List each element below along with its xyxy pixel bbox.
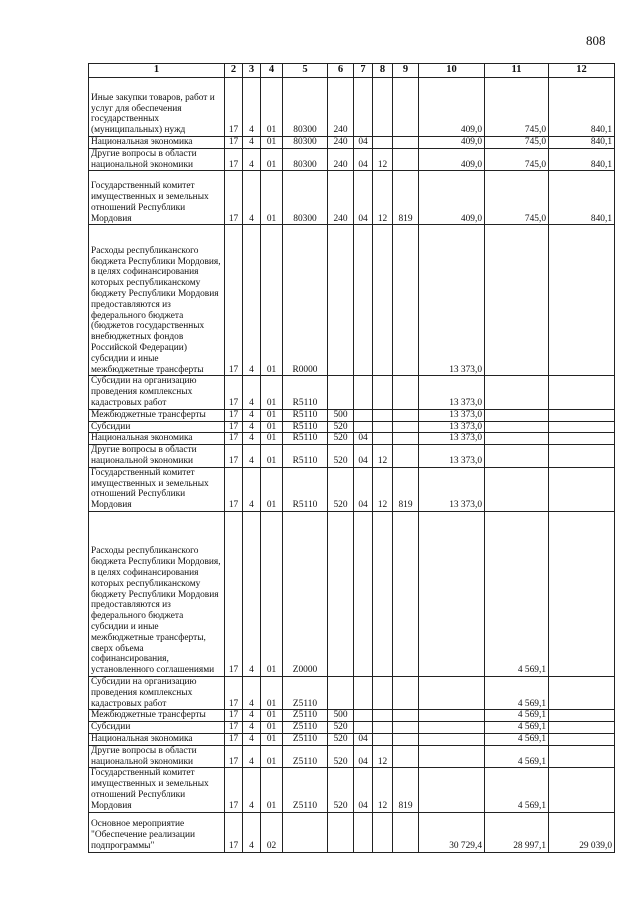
table-cell: 13 373,0 [419,409,485,421]
column-header-6: 6 [328,64,354,78]
table-cell: 02 [261,812,283,852]
table-cell: 4 [243,445,261,468]
table-cell [549,745,615,768]
table-cell: 01 [261,676,283,709]
table-cell: 17 [225,171,243,225]
table-cell: R5110 [283,467,328,511]
table-cell: 4 [243,409,261,421]
table-cell [373,722,393,734]
table-cell [549,768,615,812]
table-cell: R5110 [283,421,328,433]
table-cell [393,376,419,409]
table-cell [328,511,354,676]
table-cell [393,78,419,137]
table-cell [328,225,354,376]
table-cell: 520 [328,768,354,812]
table-cell: 520 [328,467,354,511]
row-name-cell: Субсидии [89,421,225,433]
table-cell: 745,0 [485,137,549,149]
table-cell: 240 [328,148,354,171]
table-cell: 13 373,0 [419,376,485,409]
table-row [89,812,615,852]
table-cell: 04 [354,148,373,171]
table-cell [419,745,485,768]
table-cell: 01 [261,467,283,511]
table-cell: 13 373,0 [419,421,485,433]
table-cell: 745,0 [485,78,549,137]
row-name-cell: Иные закупки товаров, работ и услуг для обеспечения государственных (муниципальных) нужд [89,78,225,137]
table-cell: 04 [354,467,373,511]
table-cell: 01 [261,768,283,812]
table-cell [354,812,373,852]
table-cell [393,433,419,445]
table-cell [373,225,393,376]
table-cell: 520 [328,733,354,745]
table-cell: 01 [261,171,283,225]
row-name-cell: Межбюджетные трансферты [89,710,225,722]
table-cell: 4 [243,812,261,852]
table-cell [549,421,615,433]
table-cell [419,511,485,676]
table-cell [354,225,373,376]
table-cell: 04 [354,745,373,768]
table-row [89,409,615,421]
table-cell: 17 [225,78,243,137]
table-cell: 4 569,1 [485,768,549,812]
table-cell: 01 [261,433,283,445]
table-cell [393,148,419,171]
table-cell: 240 [328,78,354,137]
table-cell [373,433,393,445]
table-cell: 04 [354,171,373,225]
row-name-cell: Государственный комитет имущественных и земельных отношений Республики Мордовия [89,467,225,511]
table-cell: 01 [261,421,283,433]
table-cell [549,511,615,676]
table-cell: 4 [243,148,261,171]
table-cell [549,445,615,468]
table-cell: 500 [328,409,354,421]
table-cell: 17 [225,467,243,511]
table-cell [393,445,419,468]
row-name-cell: Основное мероприятие "Обеспечение реализации подпрограммы" [89,812,225,852]
table-cell: 4 [243,225,261,376]
table-cell: Z5110 [283,745,328,768]
table-cell: 01 [261,78,283,137]
table-cell: 4 569,1 [485,676,549,709]
table-cell: 12 [373,171,393,225]
column-header-7: 7 [354,64,373,78]
table-cell [354,409,373,421]
table-cell: 520 [328,433,354,445]
table-row [89,171,615,225]
table-cell: 04 [354,433,373,445]
table-cell: 409,0 [419,171,485,225]
table-cell [393,421,419,433]
table-cell: Z5110 [283,768,328,812]
table-cell [393,722,419,734]
row-name-cell: Национальная экономика [89,733,225,745]
row-name-cell: Государственный комитет имущественных и земельных отношений Республики Мордовия [89,768,225,812]
table-cell [549,676,615,709]
table-cell: 4 [243,433,261,445]
table-cell: 4 [243,768,261,812]
table-cell: 17 [225,511,243,676]
table-row [89,78,615,137]
table-cell: 409,0 [419,78,485,137]
table-cell: 4 [243,676,261,709]
table-cell [373,676,393,709]
table-cell [419,722,485,734]
table-cell [393,225,419,376]
table-cell [283,812,328,852]
table-cell: 409,0 [419,148,485,171]
table-cell [393,676,419,709]
row-name-cell: Государственный комитет имущественных и земельных отношений Республики Мордовия [89,171,225,225]
table-cell: R5110 [283,409,328,421]
table-cell: 01 [261,409,283,421]
table-cell [328,676,354,709]
table-cell: 409,0 [419,137,485,149]
table-cell: 4 [243,137,261,149]
table-cell: R5110 [283,433,328,445]
table-cell [373,733,393,745]
table-cell: 80300 [283,171,328,225]
table-cell [354,710,373,722]
table-cell: 819 [393,768,419,812]
table-cell [354,511,373,676]
table-row [89,137,615,149]
table-cell: 12 [373,148,393,171]
table-cell: 840,1 [549,148,615,171]
table-cell [393,137,419,149]
table-cell [485,421,549,433]
table-cell: 4 569,1 [485,733,549,745]
table-cell [393,511,419,676]
table-cell [373,710,393,722]
table-cell [373,78,393,137]
table-cell: 12 [373,745,393,768]
table-cell [354,376,373,409]
table-cell: 17 [225,225,243,376]
table-row [89,421,615,433]
table-cell: 17 [225,433,243,445]
table-cell: 13 373,0 [419,445,485,468]
table-cell [549,722,615,734]
table-cell [485,376,549,409]
table-cell: R0000 [283,225,328,376]
table-cell: 04 [354,768,373,812]
table-cell [419,768,485,812]
column-header-1: 1 [89,64,225,78]
table-cell: 80300 [283,137,328,149]
table-cell [354,722,373,734]
table-cell: 01 [261,445,283,468]
table-cell: 4 569,1 [485,511,549,676]
table-cell: 01 [261,511,283,676]
table-cell: 520 [328,445,354,468]
table-row [89,433,615,445]
table-cell: 28 997,1 [485,812,549,852]
row-name-cell: Субсидии [89,722,225,734]
table-cell [549,433,615,445]
table-cell: 4 [243,511,261,676]
table-cell: 500 [328,710,354,722]
table-cell: 01 [261,137,283,149]
row-name-cell: Субсидии на организацию проведения комплексных кадастровых работ [89,376,225,409]
table-cell: 17 [225,812,243,852]
table-cell: 4 569,1 [485,722,549,734]
table-cell: 4 [243,733,261,745]
table-row [89,225,615,376]
table-cell: 240 [328,137,354,149]
column-header-2: 2 [225,64,243,78]
table-cell: 4 [243,78,261,137]
table-cell: Z5110 [283,722,328,734]
table-cell: 80300 [283,78,328,137]
table-cell: 30 729,4 [419,812,485,852]
table-cell [373,376,393,409]
table-cell [549,225,615,376]
table-cell: 17 [225,445,243,468]
table-cell: 17 [225,722,243,734]
table-cell: 4 569,1 [485,710,549,722]
row-name-cell: Другие вопросы в области национальной экономики [89,445,225,468]
table-row [89,376,615,409]
table-cell: 01 [261,376,283,409]
table-cell: 17 [225,745,243,768]
table-cell: 745,0 [485,171,549,225]
table-cell [373,511,393,676]
table-cell: 13 373,0 [419,467,485,511]
table-cell: 80300 [283,148,328,171]
table-cell: 17 [225,421,243,433]
row-name-cell: Другие вопросы в области национальной экономики [89,745,225,768]
table-cell: Z0000 [283,511,328,676]
table-cell: 17 [225,676,243,709]
column-header-12: 12 [549,64,615,78]
table-cell [393,745,419,768]
row-name-cell: Национальная экономика [89,137,225,149]
table-cell: Z5110 [283,710,328,722]
column-header-3: 3 [243,64,261,78]
table-cell: 745,0 [485,148,549,171]
table-cell: 01 [261,225,283,376]
table-cell [549,710,615,722]
table-cell [328,812,354,852]
column-header-8: 8 [373,64,393,78]
table-cell [393,409,419,421]
table-cell: 13 373,0 [419,433,485,445]
table-cell: 01 [261,710,283,722]
table-cell: 819 [393,467,419,511]
table-cell: Z5110 [283,733,328,745]
table-cell [419,676,485,709]
table-cell: 4 [243,710,261,722]
table-cell: 17 [225,409,243,421]
table-row [89,733,615,745]
table-cell: 840,1 [549,78,615,137]
table-row [89,511,615,676]
table-cell [549,376,615,409]
table-cell [485,445,549,468]
table-cell: 4 [243,745,261,768]
table-cell: 04 [354,445,373,468]
row-name-cell: Субсидии на организацию проведения комплексных кадастровых работ [89,676,225,709]
column-header-10: 10 [419,64,485,78]
table-cell: Z5110 [283,676,328,709]
table-cell: 17 [225,733,243,745]
table-cell: 4 [243,421,261,433]
column-header-11: 11 [485,64,549,78]
table-cell: 4 [243,467,261,511]
table-cell [485,225,549,376]
table-cell: 12 [373,768,393,812]
table-cell: 12 [373,467,393,511]
table-cell [373,421,393,433]
header-row [89,64,615,78]
table-cell: 240 [328,171,354,225]
table-cell: 4 [243,722,261,734]
row-name-cell: Межбюджетные трансферты [89,409,225,421]
table-cell: 01 [261,722,283,734]
row-name-cell: Другие вопросы в области национальной экономики [89,148,225,171]
row-name-cell: Расходы республиканского бюджета Республики Мордовия, в целях софинансирования которых республиканскому бюджету Республики Мордовия предоставляются из федерального бюджета субсидии и иные межбюджетные трансферты, сверх объема софинансирования, установленного соглашениями [89,511,225,676]
table-cell [354,78,373,137]
table-cell: 17 [225,768,243,812]
table-row [89,676,615,709]
table-cell: 01 [261,733,283,745]
table-cell: 520 [328,722,354,734]
table-cell: 520 [328,745,354,768]
column-header-9: 9 [393,64,419,78]
table-cell: 4 569,1 [485,745,549,768]
table-cell: 840,1 [549,137,615,149]
table-row [89,745,615,768]
table-cell [354,421,373,433]
table-cell: R5110 [283,376,328,409]
column-header-4: 4 [261,64,283,78]
table-cell [373,812,393,852]
table-cell: 04 [354,733,373,745]
table-row [89,710,615,722]
table-row [89,148,615,171]
table-cell: 17 [225,148,243,171]
table-cell: 819 [393,171,419,225]
table-cell [549,733,615,745]
table-cell: 17 [225,376,243,409]
table-cell: 29 039,0 [549,812,615,852]
table-cell: 840,1 [549,171,615,225]
table-cell [549,409,615,421]
table-cell: R5110 [283,445,328,468]
table-cell [393,710,419,722]
table-row [89,467,615,511]
table-cell: 4 [243,171,261,225]
table-cell [549,467,615,511]
table-cell [354,676,373,709]
row-name-cell: Расходы республиканского бюджета Республики Мордовия, в целях софинансирования которых республиканскому бюджету Республики Мордовия предоставляются из федерального бюджета (бюджетов государственных внебюджетных фондов Российской Федерации) субсидии и иные межбюджетные трансферты [89,225,225,376]
table-cell: 520 [328,421,354,433]
table-cell [373,409,393,421]
table-cell [328,376,354,409]
table-cell [419,710,485,722]
table-row [89,768,615,812]
table-cell: 17 [225,137,243,149]
table-cell: 13 373,0 [419,225,485,376]
table-cell [485,409,549,421]
page-number: 808 [586,33,606,48]
table-cell: 17 [225,710,243,722]
table-cell: 01 [261,745,283,768]
table-cell [485,433,549,445]
table-row [89,445,615,468]
table-cell [393,812,419,852]
row-name-cell: Национальная экономика [89,433,225,445]
table-cell [485,467,549,511]
table-header [89,64,615,78]
table-cell [393,733,419,745]
column-header-5: 5 [283,64,328,78]
table-cell: 4 [243,376,261,409]
table-row [89,722,615,734]
table-body [89,78,615,853]
table-cell: 04 [354,137,373,149]
table-cell [419,733,485,745]
table-cell [373,137,393,149]
table-cell: 12 [373,445,393,468]
budget-table [88,63,615,853]
table-cell: 01 [261,148,283,171]
